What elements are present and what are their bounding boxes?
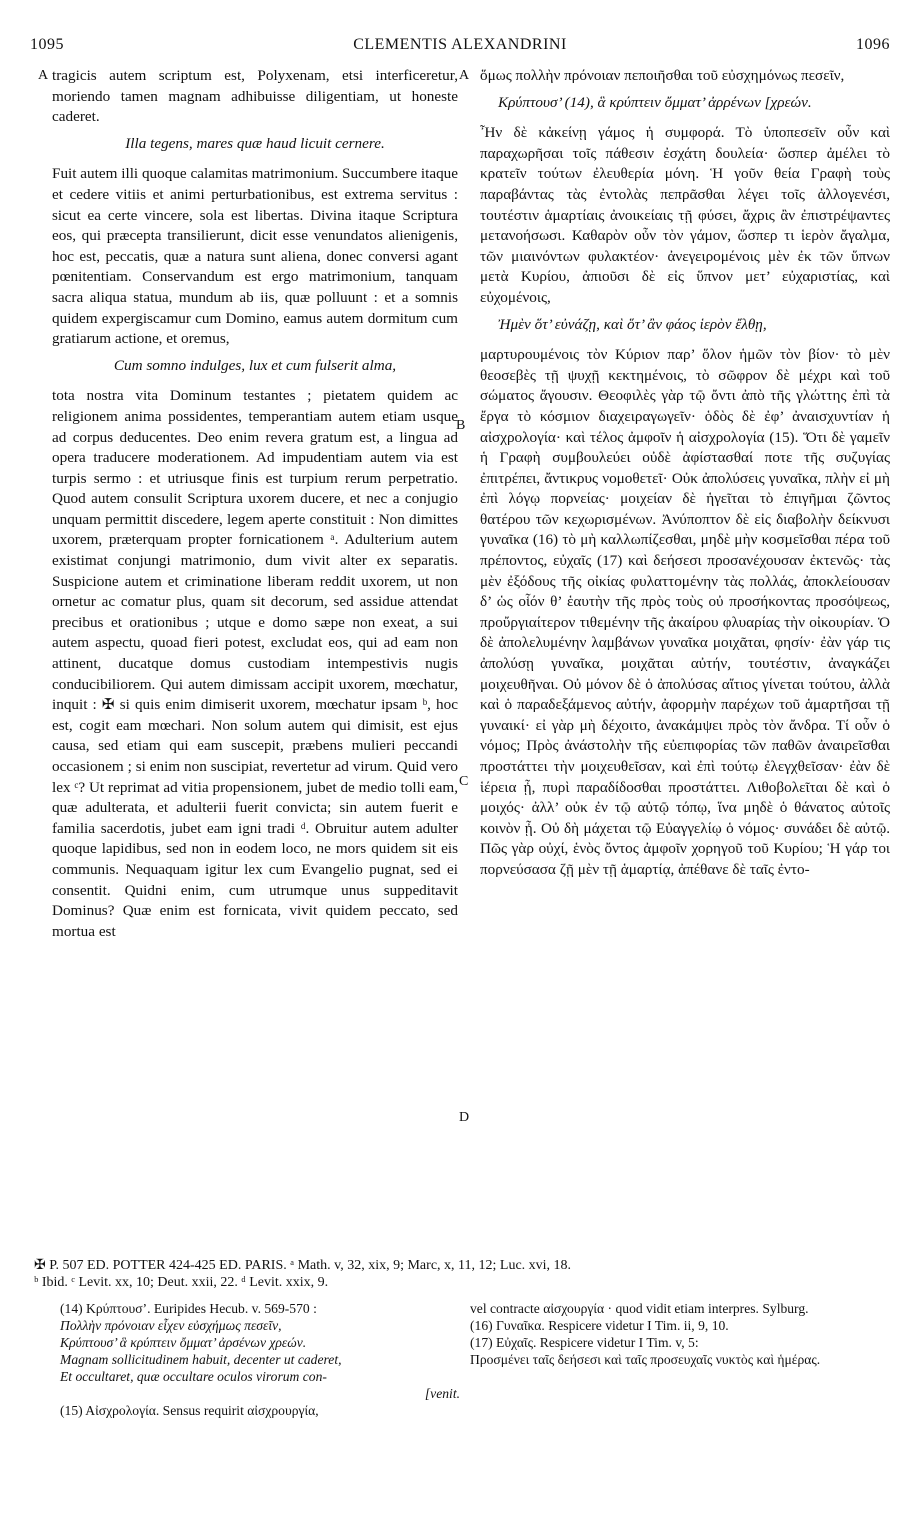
latin-verse-2: Cum somno indulges, lux et cum fulserit alma, (113, 356, 397, 374)
note-line: Magnam sollicitudinem habuit, decenter ut caderet, (60, 1352, 342, 1367)
running-title: CLEMENTIS ALEXANDRINI (353, 36, 567, 53)
latin-paragraph-2: Fuit autem illi quoque calamitas matrimonium. Succumbere itaque et cedere vitiis et animi perturbationibus, est extrema servitus : sicut ea certe vincere, sola est libertas. Divina itaque Scriptura eos, qui præcepta transilierunt, dicit esse venundatos alienigenis, hoc est, peccatis, quæ a natura sunt aliena, donec conversi agant pœnitentiam. Conservandum est ergo matrimonium, tanquam sacra aliqua statua, mundum ab iis, quæ polluunt : et a somnis quidem expergiscamur cum Domino, eamus autem dormitum cum gratiarum actione, et oremus, (52, 165, 458, 348)
note-line: Κρύπτουσ’ ἃ κρύπτειν ὄμματ’ ἀρσένων χρεών. (60, 1335, 307, 1350)
notes-right (470, 1300, 890, 1368)
note-line: vel contracte αἰσχουργία · quod vidit etiam interpres. Sylburg. (470, 1301, 809, 1316)
greek-verse-1: Κρύπτουσ’ (14), ἃ κρύπτειν ὄμματ’ ἀρρένων [χρεών. (498, 93, 812, 111)
greek-paragraph-3: μαρτυρουμένοις τὸν Κύριον παρ’ ὅλον ἡμῶν τὸν βίον· τὸ μὲν θεοσεβὲς τῇ ψυχῇ κεκτημένοις, τὸ σῶφρον δὲ μέχρι καὶ τοῦ σώματος ἄγουσιν. Θεοφιλὲς γὰρ τῷ ὄντι ἀπὸ τῆς γλώττης ἐπὶ τὰ ἔργα τὸ κόσμιον διαχειραγωγεῖν· ὁδὸς δὲ ἐφ’ ἀναισχυντίαν ἡ αἰσχρολογία· καὶ τέλος ἀμφοῖν ἡ αἰσχρολογία (15). Ὅτι δὲ γαμεῖν ἡ Γραφὴ συμβουλεύει οὐδὲ ἀφίστασθαί ποτε τῆς συζυγίας ἐπιτρέπει, ἄντικρυς νομοθετεῖ· Οὐκ ἀπολύσεις γυναῖκα, πλὴν εἰ μὴ ἐπὶ λόγῳ πορνείας· μοιχείαν δὲ ἡγεῖται τὸ ἐπιγῆμαι ζῶντος θατέρου τῶν κεχωρισμένων. Ἀνύποπτον δὲ εἰς διαβολὴν δείκνυσι γυναῖκα (16) τὸ μὴ καλλωπίζεσθαι, μηδὲ μὴν κοσμεῖσθαι πέρα τοῦ πρέποντος, εὐχαῖς (17) καὶ δεήσεσι προσανέχουσαν ἐκτενῶς· τὰς μὲν ἐξόδους τῆς οἰκίας φυλαττομένην τὰς πολλάς, ἀποκλείουσαν δ’ ὡς οἷόν θ’ ἑαυτὴν τῆς πρὸς τοὺς οὐ προσήκοντας προσόψεως, προὔργιαίτερον τιθεμένην τῆς ἀκαίρου φλυαρίας τὴν οἰκουρίαν. Ὁ δὲ ἀπολελυμένην λαμβάνων γυναῖκα μοιχᾶται, φησίν· ἐὰν γάρ τις ἀπολύσῃ γυναῖκα, μοιχᾶται αὐτήν, τουτέστιν, ἀναγκάζει μοιχευθῆναι. Οὐ μόνον δὲ ὁ ἀπολύσας αἴτιος γίνεται τούτου, ἀλλὰ καὶ ὁ παραδεξάμενος αὐτήν, ἀφορμὴν παρέχων τοῦ ἁμαρτῆσαι τῇ γυναικί· εἰ γὰρ μὴ δέχοιτο, ἀνακάμψει πρὸς τὸν ἄνδρα. Τί οὖν ὁ νόμος; Πρὸς ἀνάστολὴν τῆς εὐεπιφορίας τῶν παθῶν ἀναιρεῖσθαι προστάττει τὴν μοιχευθεῖσαν, καὶ ἐπὶ τούτῳ ἐλεγχθεῖσαν· ἐὰν δὲ ἱέρεια ᾖ, πυρὶ παραδίδοσθαι προστάττει. Λιθοβολεῖται δὲ καὶ ὁ μοιχός· ἀλλ’ οὐκ ἐν τῷ αὐτῷ τόπῳ, ἵνα μηδὲ ὁ θάνατος αὐτοῖς κοινὸν ᾖ. Οὐ δὴ μάχεται τῷ Εὐαγγελίῳ ὁ νόμος· συνάδει δὲ αὐτῷ. Πῶς γὰρ οὐχί, ἑνὸς ὄντος ἀμφοῖν χορηγοῦ τοῦ Κυρίου; Ἡ γάρ τοι πορνεύσασα ζῇ μὲν τῇ ἁμαρτίᾳ, ἀπέθανε δὲ ταῖς ἐντο- (480, 346, 890, 878)
latin-verse-1: Illa tegens, mares quæ haud licuit cernere. (125, 134, 385, 152)
note-line: (15) Αἰσχρολογία. Sensus requirit αἰσχρουργία, (60, 1403, 319, 1418)
latin-paragraph-3: tota nostra vita Dominum testantes ; pietatem quidem ac religionem anima possidentes, temperantiam autem etiam usque ad corpus deducentes. Deo enim revera gratum est, a lingua ad opera traducere moderationem. Ad impudentiam autem via est turpis sermo : et utriusque finis est turpium rerum perpetratio. Quod autem consulit Scriptura uxorem ducere, et nec a conjugio unquam permittit discedere, legem aperte constituit : Non dimittes uxorem, præterquam propter fornicationem ᵃ. Adulterium autem existimat conjungi matrimonio, dum vivit alter ex separatis. Suspicione autem et criminatione liberam reddit uxorem, ut non ornetur ac comatur plus, quam sit decorum, sed assidue attendat precibus et orationibus ; utque e domo sæpe non exeat, a sui autem aspectu, quoad fieri potest, excludat eos, qui ad eam non attinent, ducatque domus custodiam intempestivis nugis conducibiliorem. Qui autem dimissam accipit uxorem, mœchatur, inquit : ✠ si quis enim dimiserit uxorem, mœchatur ipsam ᵇ, hoc est, cogit eam mœchari. Non solum autem qui dimisit, est ejus causa, sed etiam qui eam suscepit, præbens mulieri peccandi occasionem ; si enim non suscipiat, revertetur ad virum. Quid vero lex ᶜ? Ut reprimat ad vitia propensionem, jubet de medio tolli eam, quæ adulterata, et adulterii fuerit convicta; sin autem fuerit e familia sacerdotis, jubet eam igni tradi ᵈ. Obruitur autem adulter quoque lapidibus, sed non in eodem loco, ne mors quidem sit eis communis. Nequaquam igitur lex cum Evangelio pugnat, sed ei consentit. Quidni enim, cum utrumque unus suppeditavit Dominus? Quæ enim est fornicata, vivit quidem peccato, sed mortua est (52, 387, 458, 940)
note-line: (17) Εὐχαῖς. Respicere videtur I Tim. v, 5: (470, 1335, 699, 1350)
note-line: [venit. (424, 1386, 460, 1401)
notes-left (60, 1300, 460, 1419)
note-line: (16) Γυναῖκα. Respicere videtur I Tim. ii, 9, 10. (470, 1318, 729, 1333)
note-line: Πολλὴν πρόνοιαν εἶχεν εὐσχήμως πεσεῖν, (60, 1318, 282, 1333)
margin-letter-a-left: A (38, 68, 49, 83)
note-line: (14) Κρύπτουσ’. Euripides Hecub. v. 569-570 : (60, 1301, 317, 1316)
running-header (30, 36, 890, 60)
margin-letter-c: C (459, 774, 469, 789)
page-number-left: 1095 (30, 36, 64, 53)
margin-letter-a: A (459, 68, 470, 83)
greek-paragraph-1: ὅμως πολλὴν πρόνοιαν πεποιῆσθαι τοῦ εὐσχημόνως πεσεῖν, (480, 67, 845, 84)
margin-letter-d: D (459, 1110, 470, 1125)
reference-footnotes (34, 1257, 894, 1291)
latin-paragraph-1: tragicis autem scriptum est, Polyxenam, etsi interficeretur, moriendo tamen magnam adhibuisse diligentiam, ut honeste caderet. (52, 67, 458, 126)
greek-verse-2: Ἠμὲν ὅτ’ εὐνάζῃ, καὶ ὅτ’ ἂν φάος ἱερὸν ἔλθῃ, (498, 315, 767, 333)
reference-line-2: ᵇ Ibid. ᶜ Levit. xx, 10; Deut. xxii, 22. ᵈ Levit. xxix, 9. (34, 1275, 329, 1290)
margin-letter-b: B (456, 418, 466, 433)
greek-column (470, 66, 890, 881)
note-line: Et occultaret, quæ occultare oculos virorum con- (60, 1369, 327, 1384)
note-line: Προσμένει ταῖς δεήσεσι καὶ ταῖς προσευχαῖς νυκτὸς καὶ ἡμέρας. (470, 1352, 821, 1367)
greek-paragraph-2: Ἦν δὲ κἀκείνῃ γάμος ἡ συμφορά. Τὸ ὑποπεσεῖν οὖν καὶ παραχωρῆσαι τοῖς πάθεσιν ἐσχάτη δουλεία· ὥσπερ ἀμέλει τὸ κρατεῖν τούτων ἐλευθερία μόνη. Ἡ γοῦν θεία Γραφὴ τοὺς παραβάντας τὰς ἐντολὰς πεπρᾶσθαι λέγει τοῖς ἀλλογενέσι, τουτέστιν ἁμαρτίαις ἀνοικείαις τῇ φύσει, ἄχρις ἂν ἐπιστρέψαντες μετανοήσωσι. Καθαρὸν οὖν τὸν γάμον, ὥσπερ τι ἱερὸν ἄγαλμα, τῶν μιαινόντων φυλακτέον· ἀνεγειρομένοις μὲν ἐκ τῶν ὕπνων μετὰ Κυρίου, ἀπιοῦσι δὲ εἰς ὕπνον μετ’ εὐχαριστίας, καὶ εὐχομένοις, (480, 124, 890, 306)
page-number-right: 1096 (856, 36, 890, 53)
latin-column (34, 66, 458, 942)
reference-line-1: ✠ P. 507 ED. POTTER 424-425 ED. PARIS. ᵃ Math. v, 32, xix, 9; Marc, x, 11, 12; Luc. xvi, 18. (34, 1258, 572, 1273)
